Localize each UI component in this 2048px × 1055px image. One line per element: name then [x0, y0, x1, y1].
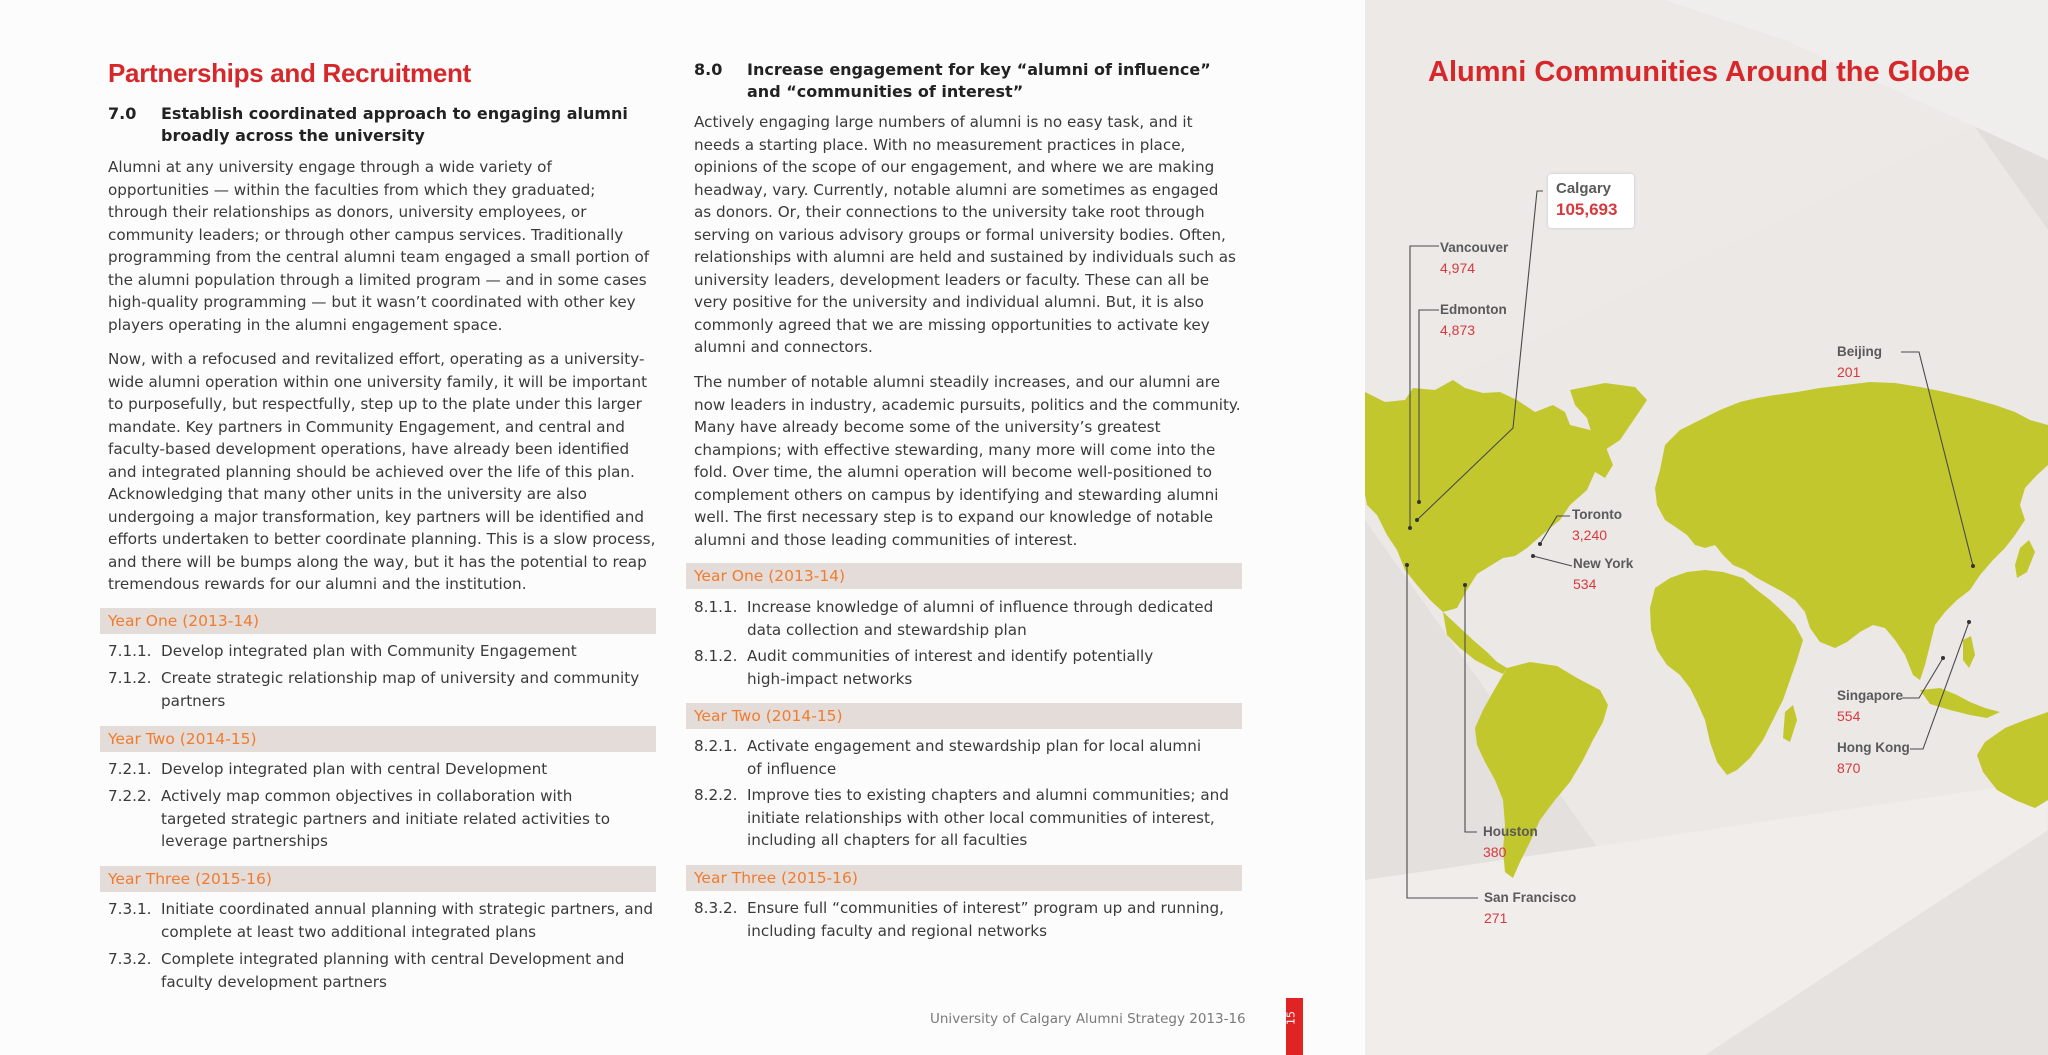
list-item: [694, 784, 1242, 852]
city-label-hongkong: [1837, 738, 1910, 778]
item-text: Develop integrated plan with Community Engagement: [161, 642, 577, 660]
city-dot-calgary: [1415, 518, 1419, 522]
city-name: New York: [1573, 556, 1634, 571]
item-number: 8.2.1.: [694, 737, 738, 755]
city-name: Singapore: [1837, 688, 1904, 703]
page-number-tab: [1286, 998, 1303, 1055]
continent-africa: [1650, 570, 1803, 775]
madagascar: [1783, 705, 1797, 742]
section-7-paragraph-1: Alumni at any university engage through a wide variety of opportunities — within the faculties from which they graduated; through their relationships as donors, university employees, or community leaders; or through other campus services. Traditionally programming from the central alumni team engaged a small portion of the alumni population through a limited program — and in some cases high-quality programming — but it wasn’t coordinated with other key players operating in the alumni engagement space.: [108, 158, 650, 334]
city-dot-houston: [1463, 583, 1467, 587]
city-count: 201: [1837, 364, 1861, 380]
city-label-edmonton: [1440, 300, 1507, 340]
item-text: Create strategic relationship map of university and community partners: [161, 669, 640, 710]
year-band-2: Year Two (2014-15): [686, 703, 1242, 729]
item-text: Activate engagement and stewardship plan for local alumni of influence: [747, 737, 1202, 778]
list-item: [108, 758, 656, 781]
year-band-2: Year Two (2014-15): [100, 726, 656, 752]
city-dot-toronto: [1538, 542, 1542, 546]
city-name: Beijing: [1837, 344, 1883, 359]
item-number: 7.2.1.: [108, 760, 152, 778]
city-count: 3,240: [1572, 527, 1608, 543]
item-number: 7.3.2.: [108, 950, 152, 968]
list-item: [108, 948, 656, 993]
section-8-heading: [694, 59, 1242, 103]
japan: [2015, 540, 2035, 578]
item-number: 8.2.2.: [694, 786, 738, 804]
city-name: Calgary: [1556, 180, 1612, 197]
city-label-sanfrancisco: [1484, 888, 1576, 928]
city-label-vancouver: [1440, 238, 1508, 278]
item-text: Increase knowledge of alumni of influence through dedicated data collection and stewardship plan: [747, 598, 1214, 639]
city-dot-beijing: [1971, 564, 1975, 568]
page-footer: University of Calgary Alumni Strategy 2013-16: [930, 1011, 1246, 1027]
city-label-singapore: [1837, 686, 1903, 726]
city-name: Edmonton: [1440, 302, 1507, 317]
city-dot-hongkong: [1967, 620, 1971, 624]
city-name: Vancouver: [1440, 240, 1509, 255]
city-dot-newyork: [1531, 554, 1535, 558]
list-item: [108, 898, 656, 943]
page-title: Partnerships and Recruitment: [108, 58, 471, 88]
page-number: 15: [1284, 1011, 1298, 1025]
section-8-paragraph-2: The number of notable alumni steadily increases, and our alumni are now leaders in industry, academic pursuits, politics and the community. Many have already become some of the university’s greatest champions; with effective stewarding, many more will come into the fold. Over time, the alumni operation will become well-positioned to complement others on campus by identifying and stewarding alumni well. The first necessary step is to expand our knowledge of notable alumni and those leading communities of interest.: [694, 373, 1241, 549]
city-count: 105,693: [1556, 200, 1618, 219]
section-7-paragraph-2: Now, with a refocused and revitalized effort, operating as a university-wide alumni operation within one university family, it will be important to purposefully, but respectfully, step up to the plate under this larger mandate. Key partners in Community Engagement, and central and faculty-based development operations, have already been identified and integrated planning should be achieved over the life of this plan. Acknowledging that many other units in the university are also undergoing a major transformation, key partners will be identified and efforts undertaken to better coordinate planning. This is a slow process, and there will be bumps along the way, but it has the potential to reap tremendous rewards for our alumni and the institution.: [108, 350, 656, 593]
item-number: 7.1.1.: [108, 642, 152, 660]
year-band-1: Year One (2013-14): [100, 608, 656, 634]
item-text: Actively map common objectives in collaboration with targeted strategic partners and initiate related activities to leverage partnerships: [161, 787, 611, 850]
year-band-3: Year Three (2015-16): [686, 865, 1242, 891]
city-count: 271: [1484, 910, 1508, 926]
city-callout-calgary: [1548, 174, 1634, 228]
city-label-houston: [1483, 822, 1538, 862]
islands-philippines: [1963, 636, 1975, 668]
item-text: Ensure full “communities of interest” program up and running, including faculty and regional networks: [747, 899, 1224, 940]
city-dot-vancouver: [1408, 526, 1412, 530]
list-item: [108, 667, 656, 712]
item-number: 8.1.1.: [694, 598, 738, 616]
city-name: San Francisco: [1484, 890, 1577, 905]
list-item: [108, 785, 628, 853]
city-label-newyork: [1573, 554, 1633, 594]
islands-se-asia: [1920, 688, 2000, 718]
city-dot-sanfrancisco: [1405, 563, 1409, 567]
city-dot-edmonton: [1417, 500, 1421, 504]
list-item: [108, 640, 656, 663]
city-count: 380: [1483, 844, 1507, 860]
city-count: 4,974: [1440, 260, 1476, 276]
year-band-1: Year One (2013-14): [686, 563, 1242, 589]
world-map: [1365, 0, 2048, 1055]
section-8-paragraph-1: Actively engaging large numbers of alumni is no easy task, and it needs a starting place. With no measurement practices in place, opinions of the scope of our engagement, and where we are making headway, vary. Currently, notable alumni are sometimes as engaged as donors. Or, their connections to the university take root through serving on various advisory groups or formal university bodies. Often, relationships with alumni are held and sustained by individuals such as university leaders, development leaders or faculty. These can all be very positive for the university and individual alumni. But, it is also commonly agreed that we are missing opportunities to activate key alumni and connectors.: [694, 113, 1236, 356]
leader-line-newyork: [1533, 556, 1572, 566]
city-count: 554: [1837, 708, 1861, 724]
item-number: 7.2.2.: [108, 787, 152, 805]
section-number: 7.0: [108, 104, 137, 123]
item-number: 8.3.2.: [694, 899, 738, 917]
year-band-3: Year Three (2015-16): [100, 866, 656, 892]
city-count: 4,873: [1440, 322, 1476, 338]
list-item: [694, 645, 1194, 690]
item-text: Develop integrated plan with central Development: [161, 760, 548, 778]
list-item: [694, 735, 1214, 780]
section-title: Increase engagement for key “alumni of influence” and “communities of interest”: [747, 60, 1211, 101]
item-number: 8.1.2.: [694, 647, 738, 665]
city-label-beijing: [1837, 342, 1882, 382]
city-name: Hong Kong: [1837, 740, 1910, 755]
section-title: Establish coordinated approach to engaging alumni broadly across the university: [161, 104, 628, 145]
item-text: Improve ties to existing chapters and alumni communities; and initiate relationships with other local communities of interest, including all chapters for all faculties: [747, 786, 1229, 849]
item-number: 7.1.2.: [108, 669, 152, 687]
list-item: [694, 596, 1242, 641]
city-name: Toronto: [1572, 507, 1622, 522]
city-count: 534: [1573, 576, 1597, 592]
list-item: [694, 897, 1242, 942]
city-name: Houston: [1483, 824, 1538, 839]
city-label-toronto: [1572, 505, 1622, 545]
section-number: 8.0: [694, 60, 723, 79]
item-text: Complete integrated planning with central Development and faculty development partners: [161, 950, 625, 991]
city-count: 870: [1837, 760, 1861, 776]
map-title: Alumni Communities Around the Globe: [1428, 56, 1970, 88]
item-number: 7.3.1.: [108, 900, 152, 918]
section-7-heading: [108, 103, 668, 147]
city-dot-singapore: [1941, 656, 1945, 660]
item-text: Audit communities of interest and identify potentially high-impact networks: [747, 647, 1154, 688]
item-text: Initiate coordinated annual planning with strategic partners, and complete at least two additional integrated plans: [161, 900, 653, 941]
